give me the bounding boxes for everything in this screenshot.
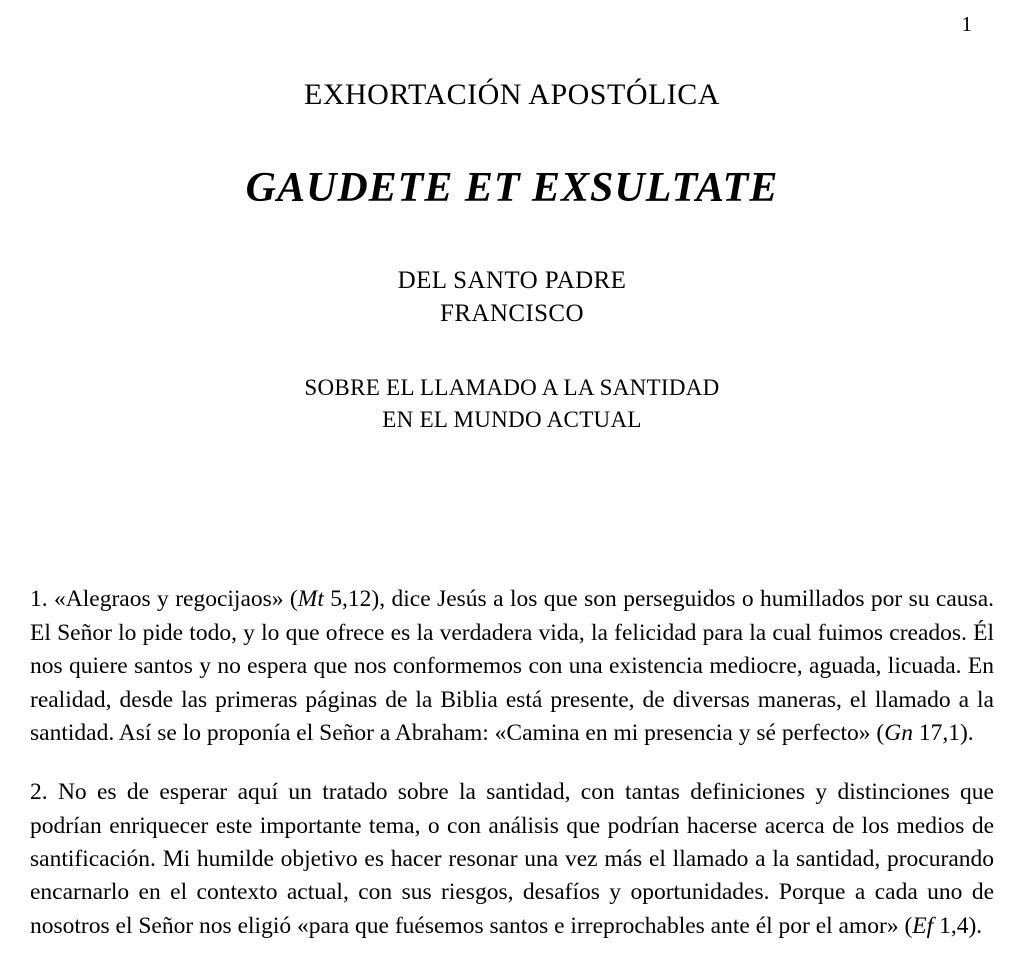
- scripture-citation: Mt: [297, 586, 324, 613]
- page-title: GAUDETE ET EXSULTATE: [245, 165, 779, 211]
- paragraph-text: 1. «Alegraos y regocijaos» (: [30, 586, 298, 613]
- author-name: FRANCISCO: [440, 300, 584, 327]
- paragraph-text: 17,1).: [912, 719, 974, 746]
- paragraph-text: 5,12), dice Jesús a los que son perseguidos o humillados por su causa. El Señor lo pide todo, y lo que ofrece es la verdadera vida, la felicidad para la cual fuimos creados. Él nos quiere santos y no espera que nos conformemos con una existencia mediocre, aguada, licuada. En realidad, desde las primeras páginas de la Biblia está presente, de diversas maneras, el llamado a la santidad. Así se lo proponía el Señor a Abraham: «Camina en mi presencia y sé perfecto» (: [30, 586, 994, 746]
- subject-line-1: SOBRE EL LLAMADO A LA SANTIDAD: [304, 375, 720, 400]
- paragraph-text: 1,4).: [933, 912, 983, 939]
- author-block: [30, 264, 994, 330]
- scripture-citation: Ef: [912, 912, 934, 939]
- page-number: 1: [961, 12, 972, 36]
- paragraph-1: [30, 583, 994, 750]
- body-text: [30, 583, 994, 943]
- author-prefix: DEL SANTO PADRE: [397, 267, 627, 294]
- title-block: [30, 0, 994, 435]
- document-kind: EXHORTACIÓN APOSTÓLICA: [304, 78, 720, 111]
- paragraph-2: [30, 776, 994, 943]
- subject-block: [30, 372, 994, 435]
- subject-line-2: EN EL MUNDO ACTUAL: [382, 406, 642, 432]
- paragraph-text: 2. No es de esperar aquí un tratado sobre la santidad, con tantas definiciones y distinciones que podrían enriquecer este importante tema, o con análisis que podrían hacerse acerca de los medios de santificación. Mi humilde objetivo es hacer resonar una vez más el llamado a la santidad, procurando encarnarlo en el contexto actual, con sus riesgos, desafíos y oportunidades. Porque a cada uno de nosotros el Señor nos eligió «para que fuésemos santos e irreprochables ante él por el amor» (: [30, 779, 994, 939]
- scripture-citation: Gn: [884, 719, 913, 746]
